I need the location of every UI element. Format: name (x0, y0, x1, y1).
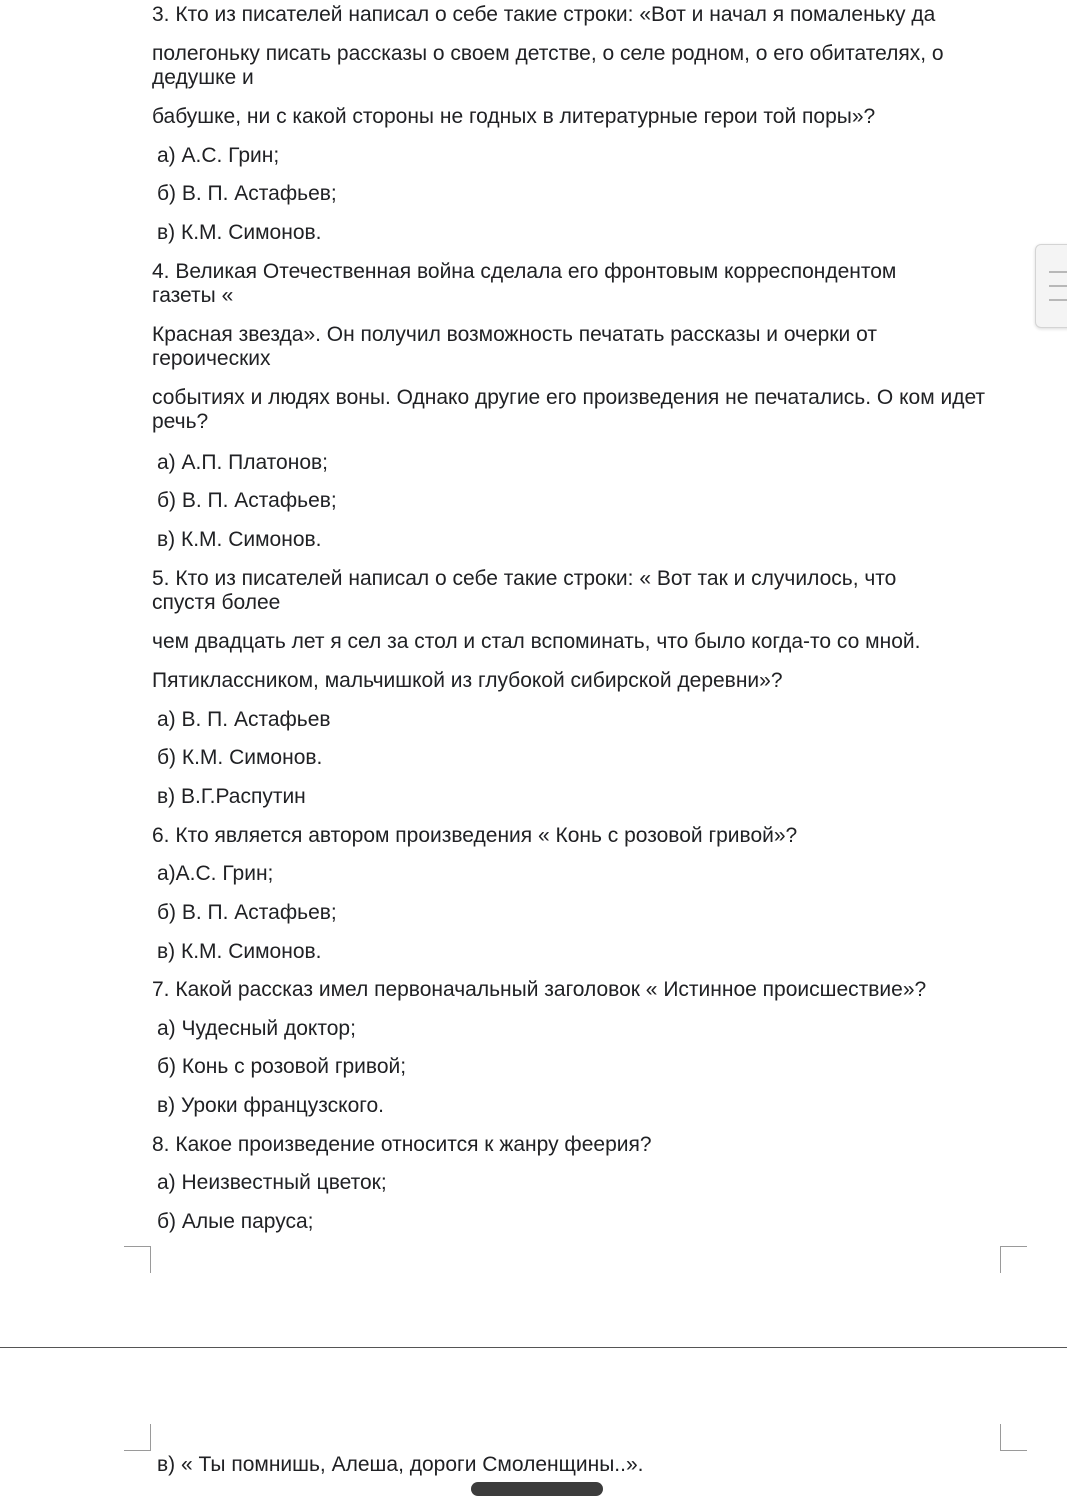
q5-option-a: а) В. П. Астафьев (157, 708, 331, 731)
q8-option-a: а) Неизвестный цветок; (157, 1171, 387, 1194)
q5-option-b: б) К.М. Симонов. (157, 746, 323, 769)
page-corner-mark-top-right (1000, 1246, 1027, 1273)
q5-option-c: в) В.Г.Распутин (157, 785, 306, 808)
q4-option-c: в) К.М. Симонов. (157, 528, 322, 551)
page-corner-mark-bottom-right (1000, 1424, 1027, 1451)
q6-option-b: б) В. П. Астафьев; (157, 901, 337, 924)
q7-option-c: в) Уроки французского. (157, 1094, 384, 1117)
q4-option-a: а) А.П. Платонов; (157, 451, 329, 474)
q5-text-line-3: Пятиклассником, мальчишкой из глубокой сибирской деревни»? (152, 669, 783, 692)
scroll-handle-grip-line (1049, 285, 1067, 287)
q3-option-b: б) В. П. Астафьев; (157, 182, 337, 205)
q7-text-line-1: 7. Какой рассказ имел первоначальный заголовок « Истинное происшествие»? (152, 978, 927, 1001)
q6-option-c: в) К.М. Симонов. (157, 940, 322, 963)
q8-text-line-1: 8. Какое произведение относится к жанру феерия? (152, 1133, 652, 1156)
q7-option-a: а) Чудесный доктор; (157, 1017, 356, 1040)
q8-option-b: б) Алые паруса; (157, 1210, 314, 1233)
q8-option-c: в) « Ты помнишь, Алеша, дороги Смоленщины..». (157, 1453, 644, 1476)
q3-option-a: а) А.С. Грин; (157, 144, 280, 167)
q3-text-line-2: полегоньку писать рассказы о своем детстве, о селе родном, о его обитателях, о дедушке и (152, 42, 944, 89)
q4-text-line-2: Красная звезда». Он получил возможность печатать рассказы и очерки от героических (152, 323, 877, 370)
q6-text-line-1: 6. Кто является автором произведения « Конь с розовой гривой»? (152, 824, 798, 847)
q4-option-b: б) В. П. Астафьев; (157, 489, 337, 512)
q5-text-line-1: 5. Кто из писателей написал о себе такие строки: « Вот так и случилось, что спустя более (152, 567, 897, 614)
scroll-handle-icon[interactable] (1035, 244, 1067, 328)
home-indicator[interactable] (471, 1482, 603, 1496)
page-corner-mark-top-left (124, 1246, 150, 1273)
q4-text-line-3: событиях и людях воны. Однако другие его произведения не печатались. О ком идет речь? (152, 386, 986, 433)
q5-text-line-2: чем двадцать лет я сел за стол и стал вспоминать, что было когда-то со мной. (152, 630, 921, 653)
q4-text-line-1: 4. Великая Отечественная война сделала его фронтовым корреспондентом газеты « (152, 260, 897, 307)
q7-option-b: б) Конь с розовой гривой; (157, 1055, 407, 1078)
q3-text-line-1: 3. Кто из писателей написал о себе такие строки: «Вот и начал я помаленьку да (152, 3, 936, 26)
page-break-divider (0, 1347, 1067, 1348)
q3-option-c: в) К.М. Симонов. (157, 221, 322, 244)
page-corner-mark-bottom-left (124, 1424, 151, 1451)
q3-text-line-3: бабушке, ни с какой стороны не годных в литературные герои той поры»? (152, 105, 876, 128)
scroll-handle-grip-line (1049, 271, 1067, 273)
scroll-handle-grip-line (1049, 299, 1067, 301)
q6-option-a: а)А.С. Грин; (157, 862, 274, 885)
